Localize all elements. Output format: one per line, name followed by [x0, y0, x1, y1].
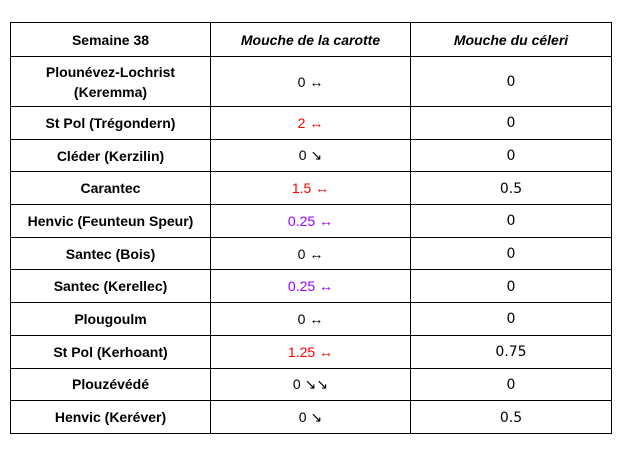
header-celery-fly: Mouche du céleri — [411, 23, 612, 57]
table-row — [11, 335, 612, 368]
header-week: Semaine 38 — [11, 23, 211, 57]
site-name: Plounévez-Lochrist (Keremma) — [11, 57, 211, 107]
table-row — [11, 205, 612, 238]
celery-fly-value: 0 — [411, 205, 612, 238]
celery-fly-value: 0.5 — [411, 172, 612, 205]
site-name: St Pol (Kerhoant) — [11, 335, 211, 368]
carrot-fly-value: 1.25 ↔ — [211, 335, 411, 368]
carrot-fly-value: 0 ↘↘ — [211, 368, 411, 401]
table-row — [11, 401, 612, 434]
carrot-fly-value: 0.25 ↔ — [211, 270, 411, 303]
table-row — [11, 368, 612, 401]
celery-fly-value: 0.5 — [411, 401, 612, 434]
site-name: Santec (Kerellec) — [11, 270, 211, 303]
table-row — [11, 172, 612, 205]
celery-fly-value: 0 — [411, 237, 612, 270]
table-row — [11, 237, 612, 270]
carrot-fly-value: 0 ↔ — [211, 303, 411, 336]
carrot-fly-value: 1.5 ↔ — [211, 172, 411, 205]
site-name: St Pol (Trégondern) — [11, 107, 211, 140]
carrot-fly-value: 0.25 ↔ — [211, 205, 411, 238]
site-name: Carantec — [11, 172, 211, 205]
celery-fly-value: 0.75 — [411, 335, 612, 368]
celery-fly-value: 0 — [411, 368, 612, 401]
carrot-fly-value: 0 ↔ — [211, 57, 411, 107]
carrot-fly-value: 0 ↘ — [211, 139, 411, 172]
carrot-fly-value: 0 ↘ — [211, 401, 411, 434]
table-row — [11, 139, 612, 172]
carrot-fly-value: 2 ↔ — [211, 107, 411, 140]
site-name: Cléder (Kerzilin) — [11, 139, 211, 172]
table-row — [11, 303, 612, 336]
celery-fly-value: 0 — [411, 303, 612, 336]
site-name: Henvic (Feunteun Speur) — [11, 205, 211, 238]
header-row — [11, 23, 612, 57]
celery-fly-value: 0 — [411, 107, 612, 140]
site-name: Henvic (Keréver) — [11, 401, 211, 434]
celery-fly-value: 0 — [411, 270, 612, 303]
site-name: Plougoulm — [11, 303, 211, 336]
site-name: Santec (Bois) — [11, 237, 211, 270]
celery-fly-value: 0 — [411, 57, 612, 107]
table-row — [11, 57, 612, 107]
site-name: Plouzévédé — [11, 368, 211, 401]
header-carrot-fly: Mouche de la carotte — [211, 23, 411, 57]
celery-fly-value: 0 — [411, 139, 612, 172]
table-row — [11, 107, 612, 140]
carrot-fly-value: 0 ↔ — [211, 237, 411, 270]
monitoring-table — [10, 22, 612, 434]
table-row — [11, 270, 612, 303]
